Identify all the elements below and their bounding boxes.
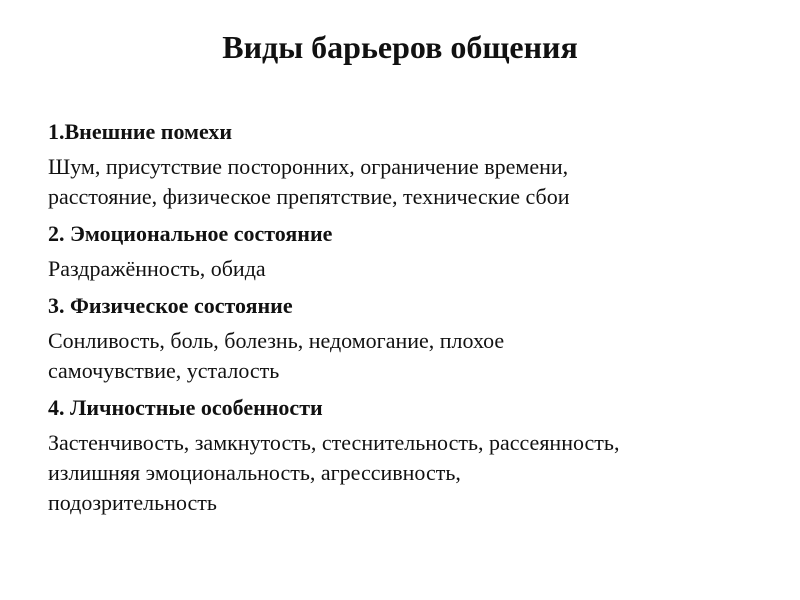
body-line: Сонливость, боль, болезнь, недомогание, плохое [48,328,505,353]
body-line: подозрительность [48,490,217,515]
section-physical-state [48,291,768,386]
body-line: расстояние, физическое препятствие, технические сбои [48,184,570,209]
section-body [48,254,768,284]
section-heading: 4. Личностные особенности [48,395,323,420]
section-emotional-state [48,219,768,284]
section-external-interference [48,117,768,212]
body-line: самочувствие, усталость [48,358,280,383]
section-body [48,326,768,386]
section-heading: 1.Внешние помехи [48,119,233,144]
section-personal-traits [48,393,768,518]
body-line: Раздражённость, обида [48,256,266,281]
body-line: излишняя эмоциональность, агрессивность, [48,460,461,485]
section-heading: 2. Эмоциональное состояние [48,221,333,246]
slide-title: Виды барьеров общения [222,29,578,65]
body-line: Застенчивость, замкнутость, стеснительность, рассеянность, [48,430,620,455]
section-heading: 3. Физическое состояние [48,293,293,318]
section-body [48,428,768,518]
body-line: Шум, присутствие посторонних, ограничение времени, [48,154,569,179]
section-body [48,152,768,212]
slide-content [48,117,768,525]
